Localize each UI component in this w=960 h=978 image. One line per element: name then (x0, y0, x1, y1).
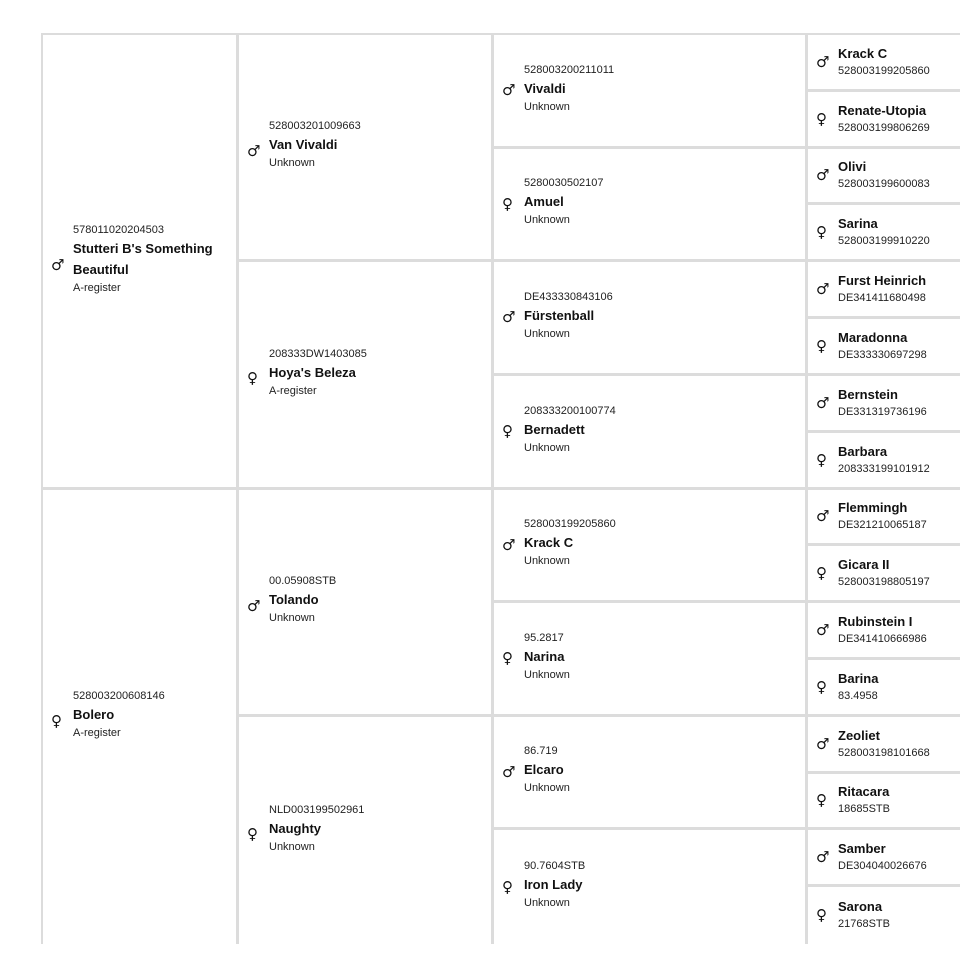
horse-name-link[interactable]: Amuel (524, 194, 564, 209)
pedigree-cell-gen4 (808, 546, 960, 603)
horse-name-link[interactable]: Naughty (269, 820, 321, 836)
horse-name-link[interactable]: Bolero (73, 707, 115, 722)
female-symbol-icon: ♀ (51, 711, 62, 730)
registration-number: 21768STB (838, 918, 890, 930)
horse-entry[interactable] (494, 177, 604, 228)
registration-number: DE341410666986 (838, 632, 927, 645)
horse-name-link[interactable]: Elcaro (524, 762, 564, 777)
pedigree-cell-gen4 (808, 490, 960, 546)
horse-name-link[interactable]: Vivaldi (524, 80, 566, 96)
horse-name-link[interactable]: Iron Lady (524, 877, 583, 892)
registration-number: 528003198805197 (838, 575, 930, 588)
horse-entry[interactable] (808, 215, 930, 250)
pedigree-cell-gen2 (239, 35, 494, 262)
registration-number: DE333330697298 (838, 348, 927, 361)
male-symbol-icon: ♂ (816, 279, 830, 298)
registration-number: 18685STB (838, 803, 890, 815)
female-symbol-icon: ♀ (247, 369, 258, 387)
horse-entry[interactable] (808, 443, 930, 478)
pedigree-cell-gen4 (808, 887, 960, 944)
male-symbol-icon: ♂ (502, 81, 516, 99)
horse-entry[interactable] (43, 223, 223, 296)
register-status: A-register (73, 281, 121, 294)
pedigree-cell-gen4 (808, 717, 960, 774)
female-symbol-icon: ♀ (247, 825, 258, 843)
registration-number: NLD003199502961 (269, 803, 365, 816)
male-symbol-icon: ♂ (816, 393, 830, 412)
registration-number: 528003201009663 (269, 120, 361, 132)
horse-name-link[interactable]: Zeoliet (838, 727, 880, 743)
register-status: Unknown (524, 668, 570, 681)
horse-name-link[interactable]: Bernstein (838, 386, 898, 402)
registration-number: 208333DW1403085 (269, 347, 367, 360)
horse-name-link[interactable]: Flemmingh (838, 500, 908, 515)
pedigree-cell-gen1 (43, 35, 239, 490)
male-symbol-icon: ♂ (816, 734, 830, 753)
horse-entry[interactable] (43, 690, 165, 741)
registration-number: DE341411680498 (838, 291, 926, 304)
horse-entry[interactable] (808, 670, 878, 705)
female-symbol-icon: ♀ (502, 649, 513, 667)
female-symbol-icon: ♀ (502, 194, 513, 213)
register-status: Unknown (269, 840, 315, 853)
registration-number: 5280030502107 (524, 177, 604, 189)
horse-entry[interactable] (239, 803, 365, 855)
pedigree-cell-gen3 (494, 603, 808, 717)
pedigree-cell-gen3 (494, 490, 808, 603)
registration-number: 208333199101912 (838, 462, 930, 475)
horse-name-link[interactable]: Bernadett (524, 421, 585, 437)
horse-name-link[interactable]: Barbara (838, 443, 888, 459)
registration-number: 00.05908STB (269, 575, 337, 587)
register-status: A-register (269, 384, 317, 397)
male-symbol-icon: ♂ (51, 255, 65, 274)
pedigree-cell-gen4 (808, 774, 960, 830)
female-symbol-icon: ♀ (816, 677, 827, 696)
pedigree-cell-gen4 (808, 35, 960, 92)
horse-name-link[interactable]: Renate-Utopia (838, 102, 927, 118)
horse-entry[interactable] (494, 745, 570, 796)
male-symbol-icon: ♂ (502, 308, 516, 326)
pedigree-cell-gen3 (494, 149, 808, 262)
pedigree-chart (41, 33, 960, 944)
registration-number: 90.7604STB (524, 860, 586, 872)
male-symbol-icon: ♂ (816, 507, 830, 525)
register-status: Unknown (524, 441, 570, 454)
horse-name-link[interactable]: Van Vivaldi (269, 137, 338, 152)
horse-entry[interactable] (494, 518, 616, 569)
horse-entry[interactable] (494, 631, 570, 683)
horse-name-link[interactable]: Olivi (838, 159, 867, 174)
registration-number: 528003200608146 (73, 690, 165, 702)
register-status: Unknown (524, 555, 570, 567)
pedigree-cell-gen4 (808, 319, 960, 376)
horse-name-link[interactable]: Ritacara (838, 784, 890, 799)
register-status: Unknown (524, 897, 570, 909)
register-status: A-register (73, 727, 121, 739)
female-symbol-icon: ♀ (816, 109, 827, 128)
registration-number: 528003199205860 (524, 518, 616, 530)
pedigree-cell-gen4 (808, 149, 960, 205)
pedigree-cell-gen4 (808, 660, 960, 717)
registration-number: 528003200211011 (524, 63, 615, 76)
pedigree-cell-gen4 (808, 205, 960, 262)
horse-entry[interactable] (494, 404, 616, 456)
horse-name-link[interactable]: Gicara II (838, 556, 890, 572)
horse-entry[interactable] (239, 120, 361, 171)
horse-name-link[interactable]: Rubinstein I (838, 613, 913, 629)
register-status: Unknown (269, 612, 315, 624)
register-status: Unknown (524, 327, 570, 340)
registration-number: 578011020204503 (73, 223, 164, 236)
horse-entry[interactable] (808, 840, 927, 875)
register-status: Unknown (524, 214, 570, 226)
horse-entry[interactable] (808, 329, 927, 364)
horse-entry[interactable] (494, 290, 613, 342)
horse-name-link[interactable]: Fürstenball (524, 307, 595, 323)
registration-number: 86.719 (524, 745, 558, 757)
male-symbol-icon: ♂ (502, 535, 516, 554)
horse-name-link[interactable]: Hoya's Beleza (269, 364, 356, 380)
horse-entry[interactable] (808, 272, 926, 307)
horse-name-link[interactable]: Barina (838, 670, 879, 686)
male-symbol-icon: ♂ (816, 166, 830, 184)
pedigree-cell-gen3 (494, 830, 808, 944)
male-symbol-icon: ♂ (816, 52, 830, 71)
pedigree-cell-gen2 (239, 717, 494, 944)
registration-number: DE433330843106 (524, 290, 613, 303)
horse-name-link[interactable]: Tolando (269, 592, 319, 607)
horse-entry[interactable] (808, 556, 930, 591)
horse-entry[interactable] (808, 499, 927, 534)
pedigree-cell-gen3 (494, 262, 808, 376)
pedigree-cell-gen4 (808, 433, 960, 490)
horse-name-link[interactable]: Furst Heinrich (838, 272, 927, 288)
horse-entry[interactable] (808, 102, 930, 137)
female-symbol-icon: ♀ (816, 450, 827, 469)
horse-name-link[interactable]: Samber (838, 840, 886, 856)
registration-number: 208333200100774 (524, 404, 616, 417)
female-symbol-icon: ♀ (816, 336, 827, 355)
male-symbol-icon: ♂ (816, 620, 830, 639)
register-status: Unknown (269, 157, 315, 169)
pedigree-cell-gen4 (808, 603, 960, 660)
horse-name-link[interactable]: Stutteri B's Something Beautiful (73, 240, 213, 277)
female-symbol-icon: ♀ (502, 877, 513, 896)
female-symbol-icon: ♀ (816, 563, 827, 582)
horse-entry[interactable] (239, 347, 367, 399)
horse-entry[interactable] (808, 386, 927, 421)
male-symbol-icon: ♂ (502, 762, 516, 781)
pedigree-cell-gen3 (494, 376, 808, 490)
pedigree-cell-gen4 (808, 92, 960, 149)
pedigree-cell-gen2 (239, 262, 494, 490)
pedigree-cell-gen3 (494, 35, 808, 149)
horse-name-link[interactable]: Krack C (838, 45, 888, 61)
register-status: Unknown (524, 782, 570, 794)
pedigree-cell-gen4 (808, 262, 960, 319)
horse-name-link[interactable]: Krack C (524, 535, 574, 550)
register-status: Unknown (524, 100, 570, 113)
female-symbol-icon: ♀ (816, 791, 827, 809)
horse-entry[interactable] (808, 45, 930, 80)
registration-number: 83.4958 (838, 689, 878, 702)
pedigree-cell-gen2 (239, 490, 494, 717)
pedigree-cell-gen3 (494, 717, 808, 830)
registration-number: 528003199910220 (838, 234, 930, 247)
horse-name-link[interactable]: Maradonna (838, 329, 908, 345)
registration-number: 528003199806269 (838, 121, 930, 134)
male-symbol-icon: ♂ (247, 141, 261, 160)
female-symbol-icon: ♀ (816, 906, 827, 924)
horse-entry[interactable] (808, 158, 930, 193)
horse-name-link[interactable]: Sarona (838, 899, 883, 914)
registration-number: 95.2817 (524, 631, 564, 644)
horse-entry[interactable] (239, 575, 337, 626)
horse-entry[interactable] (808, 898, 890, 933)
registration-number: 528003199600083 (838, 178, 930, 190)
horse-entry[interactable] (808, 727, 930, 762)
registration-number: DE321210065187 (838, 519, 927, 531)
pedigree-cell-gen1 (43, 490, 239, 944)
registration-number: 528003198101668 (838, 746, 930, 759)
female-symbol-icon: ♀ (502, 422, 513, 440)
registration-number: 528003199205860 (838, 64, 930, 77)
horse-name-link[interactable]: Narina (524, 648, 565, 664)
horse-entry[interactable] (808, 613, 927, 648)
male-symbol-icon: ♂ (816, 847, 830, 866)
registration-number: DE304040026676 (838, 859, 927, 872)
horse-name-link[interactable]: Sarina (838, 215, 878, 231)
horse-entry[interactable] (494, 860, 586, 911)
horse-entry[interactable] (494, 63, 615, 115)
pedigree-cell-gen4 (808, 830, 960, 887)
pedigree-cell-gen4 (808, 376, 960, 433)
horse-entry[interactable] (808, 783, 890, 818)
female-symbol-icon: ♀ (816, 222, 827, 241)
registration-number: DE331319736196 (838, 405, 927, 418)
male-symbol-icon: ♂ (247, 596, 261, 615)
